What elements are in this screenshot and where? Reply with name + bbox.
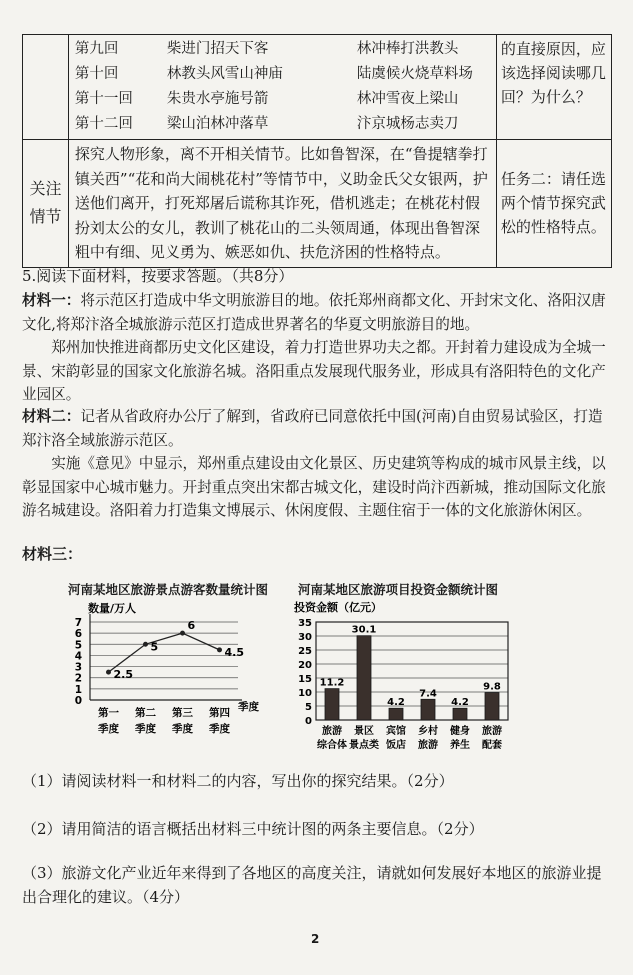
bar-chart-bar	[421, 699, 435, 720]
chapter-number: 第十一回	[74, 91, 133, 107]
plot-analysis-cell: 探究人物形象，离不开相关情节。比如鲁智深，在“鲁提辖拳打镇关西”“花和尚大闹桃花村”等情节中，义助金氏父女银两，护送他们离开，打死郑屠后谎称其诈死，借机逃走；在桃花村假扮刘太公的女儿，教训了桃花山的二头领周通，体现出鲁智深粗中有细、见义勇为、嫉恶如仇、扶危济困的性格特点。	[68, 140, 496, 268]
visitor-line-chart	[56, 598, 276, 758]
line-chart-category-label: 季度	[98, 723, 119, 735]
bar-chart-ytick: 0	[305, 716, 312, 727]
bar-chart-category-label: 养生	[450, 740, 470, 751]
chapter-title-a: 林教头风雪山神庙	[166, 66, 283, 82]
question-3-line-2: 出合理化的建议。（4分）	[22, 888, 190, 906]
bar-chart-bar	[389, 708, 403, 720]
line-chart-ytick: 3	[74, 661, 82, 674]
line-chart-origin: 0	[74, 695, 82, 707]
bar-chart-ytick: 15	[298, 674, 312, 685]
bar-chart-ytick: 25	[298, 646, 312, 657]
chapter-title-a: 柴进门招天下客	[166, 41, 269, 57]
bar-chart-ytick: 30	[298, 632, 312, 643]
line-chart-category-label: 第三	[172, 707, 193, 719]
line-chart-ytick: 4	[74, 650, 82, 663]
line-chart-category-label: 第四	[209, 707, 230, 719]
chapter-title-b: 陆虞候火烧草料场	[356, 66, 473, 82]
line-chart-category-label: 季度	[172, 723, 193, 735]
row2-label: 关注情节	[23, 140, 69, 268]
line-chart-title: 河南某地区旅游景点游客数量统计图	[68, 582, 269, 597]
line-chart-ylabel: 数量/万人	[88, 602, 137, 615]
line-chart-data-label: 6	[187, 619, 196, 633]
bar-chart-category-label: 景点类	[349, 740, 379, 751]
line-chart-ytick: 6	[74, 628, 82, 641]
chapter-title-b: 林冲雪夜上梁山	[356, 91, 459, 107]
line-chart-ytick: 2	[74, 672, 82, 685]
bar-chart-ytick: 20	[298, 660, 312, 671]
task-two-cell: 任务二：请任选两个情节探究武松的性格特点。	[496, 140, 611, 268]
material-1-para-2: 郑州加快推进商都历史文化区建设，着力打造世界功夫之都。开封着力建设成为全城一景、宋韵彰显的国家文化旅游名城。洛阳重点发展现代服务业，形成具有洛阳特色的文化产业园区。	[22, 339, 606, 403]
line-chart-point	[217, 647, 222, 652]
material-2-text: 记者从省政府办公厅了解到，省政府已同意依托中国(河南)自由贸易试验区，打造郑汴洛全域旅游示范区。	[22, 408, 603, 449]
material-1	[22, 289, 612, 407]
chapter-title-b: 汴京城杨志卖刀	[356, 116, 459, 132]
bar-chart-data-label: 7.4	[419, 688, 437, 700]
question-2: （2）请用简洁的语言概括出材料三中统计图的两条主要信息。（2分）	[22, 820, 484, 838]
bar-chart-ytick: 35	[298, 618, 312, 629]
task-one-cell: 的直接原因，应该选择阅读哪几回？为什么？	[496, 35, 611, 140]
material-2	[22, 405, 612, 523]
question-1: （1）请阅读材料一和材料二的内容，写出你的探究结果。（2分）	[22, 772, 454, 790]
chapter-title-a: 朱贵水亭施号箭	[166, 91, 269, 107]
bar-chart-bar	[453, 708, 467, 720]
chapter-number: 第十回	[74, 66, 119, 82]
line-chart-category-label: 季度	[135, 723, 156, 735]
material-1-text: 将示范区打造成中华文明旅游目的地。依托郑州商都文化、开封宋文化、洛阳汉唐文化,将郑汴洛全城旅游示范区打造成世界著名的华夏文明旅游目的地。	[22, 292, 606, 333]
line-chart-data-label: 2.5	[113, 668, 133, 682]
bar-chart-data-label: 11.2	[319, 677, 345, 689]
investment-bar-chart	[290, 598, 530, 758]
bar-chart-ytick: 10	[298, 688, 312, 699]
chapter-list-cell	[68, 35, 496, 140]
chapter-row	[75, 112, 490, 137]
line-chart-ytick: 7	[74, 617, 82, 629]
reading-task-table	[22, 34, 612, 268]
material-3-label: 材料三：	[22, 545, 83, 563]
chapter-row	[75, 37, 490, 62]
bar-chart-ytick: 5	[305, 702, 312, 713]
bar-chart-data-label: 4.2	[451, 697, 469, 709]
line-chart-data-label: 5	[150, 640, 159, 654]
bar-chart-bar	[357, 636, 371, 720]
bar-chart-category-label: 配套	[482, 740, 502, 751]
material-1-para-1	[22, 289, 612, 336]
bar-chart-category-label: 旅游	[418, 740, 438, 751]
material-1-label: 材料一：	[22, 292, 81, 309]
bar-chart-data-label: 30.1	[351, 624, 377, 636]
bar-chart-category-label: 乡村	[418, 726, 438, 737]
chapter-title-a: 梁山泊林冲落草	[166, 116, 269, 132]
line-chart-point	[180, 631, 185, 636]
bar-chart-category-label: 景区	[354, 726, 374, 737]
bar-chart-data-label: 9.8	[483, 681, 501, 693]
line-chart-category-label: 第二	[135, 707, 156, 719]
bar-chart-category-label: 饭店	[386, 740, 406, 751]
line-chart-point	[143, 642, 148, 647]
line-chart-point	[106, 670, 111, 675]
line-chart-data-label: 4.5	[224, 645, 244, 659]
bar-chart-category-label: 旅游	[482, 726, 502, 737]
chapter-number: 第九回	[74, 41, 119, 57]
bar-chart-bar	[485, 693, 499, 720]
bar-chart-title: 河南某地区旅游项目投资金额统计图	[298, 582, 499, 597]
row1-label-cell	[23, 35, 69, 140]
line-chart-ytick: 1	[74, 683, 82, 696]
bar-chart-category-label: 综合体	[317, 740, 347, 751]
line-chart-category-label: 第一	[98, 707, 119, 719]
bar-chart-frame	[316, 622, 508, 720]
bar-chart-category-label: 健身	[450, 726, 470, 737]
material-2-label: 材料二：	[22, 408, 81, 425]
line-chart-ytick: 5	[74, 639, 82, 652]
bar-chart-data-label: 4.2	[387, 697, 405, 709]
line-chart-xlabel: 季度	[238, 701, 259, 713]
chapter-row	[75, 87, 490, 112]
page-number: 2	[311, 932, 320, 946]
bar-chart-category-label: 旅游	[322, 726, 342, 737]
chapter-number: 第十二回	[74, 116, 133, 132]
bar-chart-category-label: 宾馆	[386, 726, 406, 737]
chapter-row	[75, 62, 490, 87]
material-2-para-1	[22, 405, 612, 452]
line-chart-category-label: 季度	[209, 723, 230, 735]
chapter-title-b: 林冲棒打洪教头	[356, 41, 459, 57]
material-2-para-2: 实施《意见》中显示，郑州重点建设由文化景区、历史建筑等构成的城市风景主线，以彰显国家中心城市魅力。开封重点突出宋都古城文化，建设时尚汴西新城，推动国际文化旅游名城建设。洛阳着力打造集文博展示、休闲度假、主题住宿于一体的文化旅游休闲区。	[22, 455, 606, 519]
question-5-heading: 5.阅读下面材料，按要求答题。（共8分）	[22, 267, 294, 285]
bar-chart-bar	[325, 689, 339, 720]
question-3-line-1: （3）旅游文化产业近年来得到了各地区的高度关注，请就如何发展好本地区的旅游业提	[22, 864, 602, 882]
bar-chart-ylabel: 投资金额（亿元）	[294, 601, 382, 614]
